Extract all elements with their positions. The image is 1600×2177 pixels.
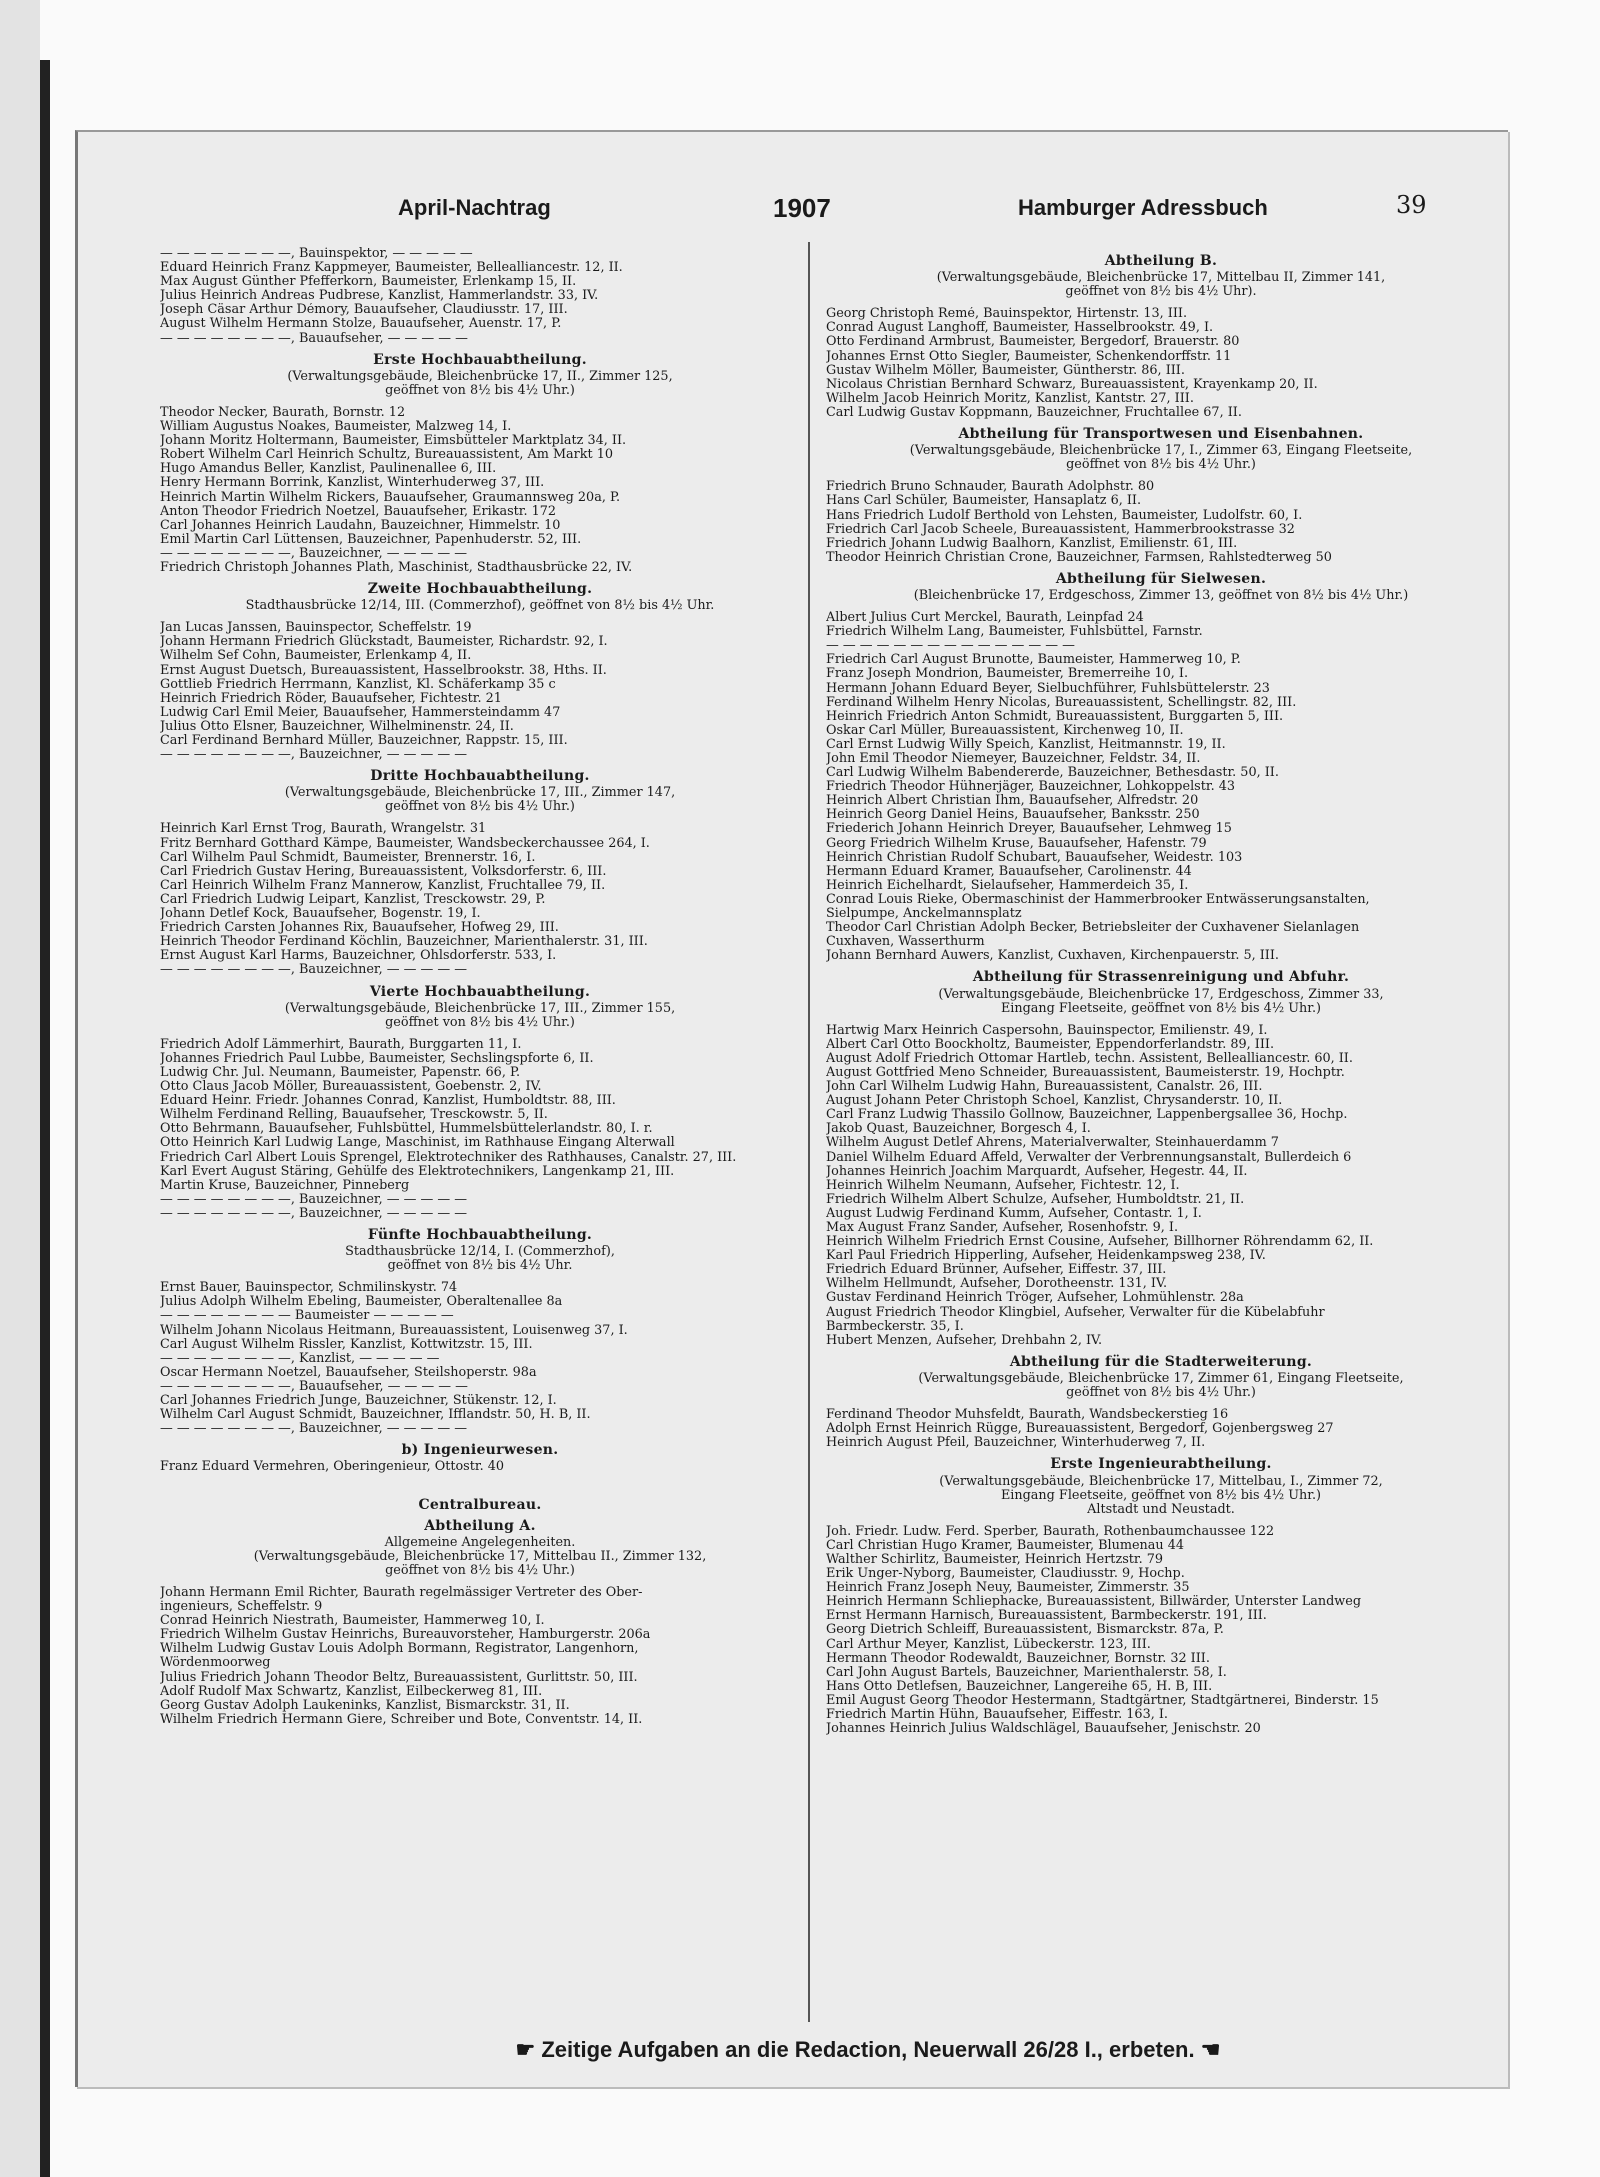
- directory-entry: Julius Otto Elsner, Bauzeichner, Wilhelminenstr. 24, II.: [160, 719, 514, 734]
- section-heading: Abtheilung für Transportwesen und Eisenbahnen.: [958, 426, 1364, 443]
- directory-entry: Otto Behrmann, Bauaufseher, Fuhlsbüttel, Hummelsbüttelerlandstr. 80, I. r.: [160, 1122, 653, 1137]
- directory-entry: Max August Franz Sander, Aufseher, Rosenhofstr. 9, I.: [826, 1221, 1179, 1235]
- directory-entry: — — — — — — — —, Bauzeichner, — — — — —: [160, 1206, 467, 1221]
- directory-entry: Friedrich Carsten Johannes Rix, Bauaufseher, Hofweg 29, III.: [160, 921, 559, 936]
- spacer: [160, 1475, 800, 1483]
- spacer: [826, 299, 1496, 307]
- directory-entry: John Emil Theodor Niemeyer, Bauzeichner, Feldstr. 34, II.: [826, 752, 1201, 766]
- spacer: [826, 1517, 1496, 1525]
- directory-entry: Karl Evert August Stäring, Gehülfe des Elektrotechnikers, Langenkamp 21, III.: [160, 1164, 675, 1179]
- section-note: (Verwaltungsgebäude, Bleichenbrücke 17, Mittelbau II, Zimmer 141,: [936, 270, 1386, 286]
- directory-entry: Carl Ludwig Gustav Koppmann, Bauzeichner, Fruchtallee 67, II.: [826, 405, 1242, 420]
- directory-entry: Hermann Eduard Kramer, Bauaufseher, Carolinenstr. 44: [826, 864, 1192, 879]
- directory-entry: — — — — — — — —, Bauaufseher, — — — — —: [160, 331, 468, 346]
- directory-entry: Fritz Bernhard Gotthard Kämpe, Baumeister, Wandsbeckerchaussee 264, I.: [160, 836, 650, 851]
- directory-entry: Heinrich Wilhelm Friedrich Ernst Cousine, Aufseher, Billhorner Röhrendamm 62, II.: [826, 1235, 1374, 1250]
- spacer: [160, 398, 800, 406]
- section-heading: Zweite Hochbauabtheilung.: [367, 581, 593, 598]
- directory-entry: Adolph Ernst Heinrich Rügge, Bureauassistent, Bergedorf, Gojenbergsweg 27: [826, 1422, 1334, 1437]
- directory-entry: William Augustus Noakes, Baumeister, Malzweg 14, I.: [160, 420, 512, 435]
- directory-entry: Theodor Necker, Baurath, Bornstr. 12: [160, 405, 406, 420]
- section-note: (Verwaltungsgebäude, Bleichenbrücke 17, III., Zimmer 155,: [284, 1000, 676, 1016]
- directory-entry: Joh. Friedr. Ludw. Ferd. Sperber, Baurath, Rothenbaumchaussee 122: [826, 1524, 1275, 1539]
- directory-entry: Hermann Theodor Rodewaldt, Bauzeichner, Bornstr. 32 III.: [826, 1651, 1210, 1666]
- directory-entry: Wilhelm Carl August Schmidt, Bauzeichner, Ifflandstr. 50, H. B, II.: [160, 1408, 591, 1423]
- directory-entry: Albert Carl Otto Boockholtz, Baumeister, Eppendorferlandstr. 89, III.: [826, 1037, 1275, 1052]
- directory-entry: Walther Schirlitz, Baumeister, Heinrich Hertzstr. 79: [826, 1552, 1164, 1567]
- directory-entry: Wilhelm Ludwig Gustav Louis Adolph Bormann, Registrator, Langenhorn,: [160, 1642, 639, 1657]
- directory-entry: Sielpumpe, Anckelmannsplatz: [826, 907, 1022, 922]
- section-note: (Bleichenbrücke 17, Erdgeschoss, Zimmer 13, geöffnet von 8½ bis 4½ Uhr.): [913, 587, 1409, 603]
- directory-entry: Jan Lucas Janssen, Bauinspector, Scheffelstr. 19: [160, 621, 472, 636]
- directory-entry: Franz Joseph Mondrion, Baumeister, Bremerreihe 10, I.: [826, 667, 1189, 682]
- section-note: (Verwaltungsgebäude, Bleichenbrücke 17, III., Zimmer 147,: [284, 785, 676, 801]
- directory-entry: Friedrich Martin Hühn, Bauaufseher, Eiffestr. 163, I.: [826, 1708, 1168, 1722]
- directory-entry: Nicolaus Christian Bernhard Schwarz, Bureauassistent, Krayenkamp 20, II.: [826, 377, 1318, 392]
- directory-entry: Friedrich Christoph Johannes Plath, Maschinist, Stadthausbrücke 22, IV.: [160, 560, 633, 575]
- directory-entry: Ludwig Chr. Jul. Neumann, Baumeister, Papenstr. 66, P.: [160, 1065, 521, 1080]
- directory-entry: Georg Dietrich Schleiff, Bureauassistent, Bismarckstr. 87a, P.: [826, 1623, 1224, 1638]
- directory-entry: Gustav Ferdinand Heinrich Tröger, Aufseher, Lohmühlenstr. 28a: [826, 1291, 1244, 1306]
- directory-entry: Wördenmoorweg: [160, 1656, 271, 1671]
- page-header: [158, 187, 1498, 237]
- directory-entry: August Ludwig Ferdinand Kumm, Aufseher, Contastr. 1, I.: [826, 1206, 1202, 1221]
- directory-entry: Erik Unger-Nyborg, Baumeister, Claudiusstr. 9, Hochp.: [826, 1567, 1185, 1582]
- directory-entry: Ferdinand Wilhelm Henry Nicolas, Bureauassistent, Schellingstr. 82, III.: [826, 695, 1297, 710]
- directory-entry: — — — — — — — —, Bauzeichner, — — — — —: [160, 963, 467, 978]
- section-heading: Erste Hochbauabtheilung.: [373, 351, 587, 368]
- footer-notice: ☛ Zeitige Aufgaben an die Redaction, Neuerwall 26/28 I., erbeten. ☚: [515, 2037, 1221, 2062]
- header-year: 1907: [773, 193, 831, 223]
- directory-entry: Carl Friedrich Ludwig Leipart, Kanzlist, Tresckowstr. 29, P.: [160, 892, 546, 907]
- directory-entry: Friedrich Wilhelm Lang, Baumeister, Fuhlsbüttel, Farnstr.: [826, 625, 1203, 640]
- directory-entry: Carl Friedrich Gustav Hering, Bureauassistent, Volksdorferstr. 6, III.: [160, 864, 607, 879]
- spacer: [826, 472, 1496, 480]
- directory-entry: Carl John August Bartels, Bauzeichner, Marienthalerstr. 58, I.: [826, 1665, 1227, 1680]
- directory-entry: Hartwig Marx Heinrich Caspersohn, Bauinspector, Emilienstr. 49, I.: [826, 1023, 1268, 1038]
- directory-entry: Friedrich Bruno Schnauder, Baurath Adolphstr. 80: [826, 480, 1155, 495]
- section-heading: Vierte Hochbauabtheilung.: [369, 983, 591, 1000]
- directory-entry: Heinrich Georg Daniel Heins, Bauaufseher, Banksstr. 250: [826, 808, 1200, 823]
- directory-entry: Carl Wilhelm Paul Schmidt, Baumeister, Brennerstr. 16, I.: [160, 850, 536, 865]
- directory-entry: Cuxhaven, Wasserthurm: [826, 935, 985, 950]
- directory-entry: Oscar Hermann Noetzel, Bauaufseher, Steilshoperstr. 98a: [160, 1365, 537, 1380]
- section-note: geöffnet von 8½ bis 4½ Uhr.): [385, 799, 575, 815]
- directory-entry: Heinrich Christian Rudolf Schubart, Bauaufseher, Weidestr. 103: [826, 850, 1243, 865]
- directory-entry: Albert Julius Curt Merckel, Baurath, Leinpfad 24: [826, 611, 1144, 626]
- spacer: [160, 613, 800, 621]
- directory-entry: Johann Bernhard Auwers, Kanzlist, Cuxhaven, Kirchenpauerstr. 5, III.: [826, 949, 1279, 964]
- directory-entry: Friedrich Theodor Hühnerjäger, Bauzeichner, Lohkoppelstr. 43: [826, 780, 1236, 795]
- directory-entry: Georg Christoph Remé, Bauinspektor, Hirtenstr. 13, III.: [826, 307, 1188, 322]
- directory-entry: Henry Hermann Borrink, Kanzlist, Winterhuderweg 37, III.: [160, 476, 545, 491]
- directory-entry: Eduard Heinr. Friedr. Johannes Conrad, Kanzlist, Humboldtstr. 88, III.: [160, 1094, 616, 1109]
- directory-entry: Heinrich Franz Joseph Neuy, Baumeister, Zimmerstr. 35: [826, 1581, 1190, 1596]
- section-note: Altstadt und Neustadt.: [1087, 1501, 1235, 1517]
- section-heading: Fünfte Hochbauabtheilung.: [367, 1227, 593, 1243]
- directory-entry: Franz Eduard Vermehren, Oberingenieur, Ottostr. 40: [160, 1460, 505, 1475]
- book-binding: [0, 0, 40, 2177]
- directory-entry: — — — — — — — —, Bauinspektor, — — — — —: [160, 247, 473, 261]
- directory-entry: Hans Otto Detlefsen, Bauzeichner, Langereihe 65, H. B, III.: [826, 1679, 1213, 1694]
- directory-entry: August Johann Peter Christoph Schoel, Kanzlist, Chrysanderstr. 10, II.: [826, 1094, 1283, 1109]
- directory-entry: Heinrich Friedrich Anton Schmidt, Bureauassistent, Burggarten 5, III.: [826, 709, 1284, 724]
- directory-entry: Martin Kruse, Bauzeichner, Pinneberg: [160, 1178, 410, 1193]
- directory-entry: Conrad Louis Rieke, Obermaschinist der Hammerbrooker Entwässerungsanstalten,: [826, 892, 1370, 907]
- directory-entry: Conrad Heinrich Niestrath, Baumeister, Hammerweg 10, I.: [160, 1614, 545, 1629]
- directory-entry: Julius Adolph Wilhelm Ebeling, Baumeister, Oberaltenallee 8a: [160, 1295, 563, 1310]
- directory-entry: Ludwig Carl Emil Meier, Bauaufseher, Hammersteindamm 47: [160, 705, 561, 720]
- section-heading: Abtheilung für Strassenreinigung und Abfuhr.: [972, 969, 1350, 986]
- directory-entry: — — — — — — — —, Bauzeichner, — — — — —: [160, 1422, 467, 1437]
- section-heading: Abtheilung B.: [1104, 253, 1218, 269]
- directory-entry: Oskar Carl Müller, Bureauassistent, Kirchenweg 10, II.: [826, 723, 1184, 738]
- directory-entry: Johannes Ernst Otto Siegler, Baumeister, Schenkendorffstr. 11: [826, 349, 1232, 364]
- spacer: [826, 603, 1496, 611]
- directory-entry: August Wilhelm Hermann Stolze, Bauaufseher, Auenstr. 17, P.: [160, 317, 562, 332]
- directory-entry: Johann Moritz Holtermann, Baumeister, Eimsbütteler Marktplatz 34, II.: [160, 434, 627, 449]
- section-note: Allgemeine Angelegenheiten.: [384, 1534, 576, 1550]
- directory-entry: John Carl Wilhelm Ludwig Hahn, Bureauassistent, Canalstr. 26, III.: [826, 1080, 1263, 1095]
- section-note: Stadthausbrücke 12/14, I. (Commerzhof),: [345, 1244, 615, 1260]
- directory-entry: ingenieurs, Scheffelstr. 9: [160, 1600, 323, 1615]
- directory-entry: Emil August Georg Theodor Hestermann, Stadtgärtner, Stadtgärtnerei, Binderstr. 15: [826, 1693, 1379, 1708]
- spacer: [160, 1273, 800, 1281]
- directory-entry: Julius Heinrich Andreas Pudbrese, Kanzlist, Hammerlandstr. 33, IV.: [160, 289, 599, 304]
- spacer: [160, 1030, 800, 1038]
- directory-entry: Carl Ernst Ludwig Willy Speich, Kanzlist, Heitmannstr. 19, II.: [826, 737, 1226, 752]
- directory-entry: Conrad August Langhoff, Baumeister, Hasselbrookstr. 49, I.: [826, 321, 1214, 336]
- directory-entry: Max August Günther Pfefferkorn, Baumeister, Erlenkamp 15, II.: [160, 275, 577, 290]
- right-column: [826, 247, 1496, 1736]
- spacer: [160, 814, 800, 822]
- directory-entry: Johannes Heinrich Joachim Marquardt, Aufseher, Hegestr. 44, II.: [826, 1164, 1248, 1179]
- directory-entry: Johannes Friedrich Paul Lubbe, Baumeister, Sechslingspforte 6, II.: [160, 1051, 594, 1066]
- section-note: (Verwaltungsgebäude, Bleichenbrücke 17, Mittelbau, I., Zimmer 72,: [939, 1473, 1383, 1489]
- directory-entry: Hans Friedrich Ludolf Berthold von Lehsten, Baumeister, Ludolfstr. 60, I.: [826, 508, 1303, 523]
- directory-entry: Heinrich Eichelhardt, Sielaufseher, Hammerdeich 35, I.: [826, 878, 1189, 893]
- section-note: geöffnet von 8½ bis 4½ Uhr).: [1065, 284, 1257, 300]
- directory-entry: Georg Friedrich Wilhelm Kruse, Bauaufseher, Hafenstr. 79: [826, 836, 1207, 851]
- directory-entry: Carl Arthur Meyer, Kanzlist, Lübeckerstr. 123, III.: [826, 1637, 1151, 1652]
- directory-entry: Friedrich Wilhelm Albert Schulze, Aufseher, Humboldtstr. 21, II.: [826, 1192, 1245, 1207]
- directory-entry: Theodor Carl Christian Adolph Becker, Betriebsleiter der Cuxhavener Sielanlagen: [826, 921, 1360, 936]
- section-note: Stadthausbrücke 12/14, III. (Commerzhof), geöffnet von 8½ bis 4½ Uhr.: [245, 598, 715, 614]
- directory-entry: Friedrich Wilhelm Gustav Heinrichs, Bureauvorsteher, Hamburgerstr. 206a: [160, 1628, 651, 1643]
- directory-entry: Daniel Wilhelm Eduard Affeld, Verwalter der Verbrennungsanstalt, Bullerdeich 6: [826, 1150, 1352, 1165]
- directory-entry: Theodor Heinrich Christian Crone, Bauzeichner, Farmsen, Rahlstedterweg 50: [826, 550, 1332, 565]
- directory-entry: Hugo Amandus Beller, Kanzlist, Paulinenallee 6, III.: [160, 462, 497, 477]
- directory-entry: Julius Friedrich Johann Theodor Beltz, Bureauassistent, Gurlittstr. 50, III.: [160, 1670, 638, 1685]
- directory-entry: Wilhelm Ferdinand Relling, Bauaufseher, Tresckowstr. 5, II.: [160, 1108, 548, 1123]
- spacer: [826, 1016, 1496, 1024]
- directory-entry: August Adolf Friedrich Ottomar Hartleb, techn. Assistent, Bellealliancestr. 60, II.: [826, 1051, 1353, 1066]
- directory-entry: Ernst Hermann Harnisch, Bureauassistent, Barmbeckerstr. 191, III.: [826, 1609, 1267, 1624]
- directory-entry: Carl Heinrich Wilhelm Franz Mannerow, Kanzlist, Fruchtallee 79, II.: [160, 878, 606, 893]
- spacer: [160, 1578, 800, 1586]
- directory-entry: Adolf Rudolf Max Schwartz, Kanzlist, Eilbeckerweg 81, III.: [160, 1684, 543, 1699]
- directory-entry: August Friedrich Theodor Klingbiel, Aufseher, Verwalter für die Kübelabfuhr: [826, 1305, 1325, 1320]
- directory-entry: Carl Franz Ludwig Thassilo Gollnow, Bauzeichner, Lappenbergsallee 36, Hochp.: [826, 1108, 1348, 1123]
- section-note: geöffnet von 8½ bis 4½ Uhr.: [387, 1258, 573, 1274]
- section-note: geöffnet von 8½ bis 4½ Uhr.): [1066, 457, 1256, 473]
- section-heading: Abtheilung A.: [424, 1517, 536, 1534]
- directory-entry: Wilhelm Sef Cohn, Baumeister, Erlenkamp 4, II.: [160, 649, 472, 664]
- header-section-label: April-Nachtrag: [398, 195, 551, 220]
- directory-entry: — — — — — — — —, Bauaufseher, — — — — —: [160, 1379, 468, 1394]
- directory-entry: Karl Paul Friedrich Hipperling, Aufseher, Heidenkampsweg 238, IV.: [826, 1249, 1266, 1264]
- section-note: (Verwaltungsgebäude, Bleichenbrücke 17, I., Zimmer 63, Eingang Fleetseite,: [909, 443, 1413, 459]
- directory-entry: Heinrich August Pfeil, Bauzeichner, Winterhuderweg 7, II.: [826, 1436, 1206, 1451]
- document-page: [75, 130, 1508, 2087]
- section-note: Eingang Fleetseite, geöffnet von 8½ bis 4½ Uhr.): [1000, 1487, 1322, 1503]
- directory-entry: Friedrich Carl August Brunotte, Baumeister, Hammerweg 10, P.: [826, 653, 1241, 668]
- directory-entry: — — — — — — — — — — — — — — —: [826, 639, 1075, 654]
- directory-entry: Robert Wilhelm Carl Heinrich Schultz, Bureauassistent, Am Markt 10: [160, 448, 614, 463]
- section-note: (Verwaltungsgebäude, Bleichenbrücke 17, Zimmer 61, Eingang Fleetseite,: [918, 1370, 1404, 1386]
- directory-entry: — — — — — — — —, Kanzlist, — — — — —: [160, 1351, 440, 1366]
- directory-entry: Friedrich Johann Ludwig Baalhorn, Kanzlist, Emilienstr. 61, III.: [826, 536, 1238, 551]
- directory-entry: Anton Theodor Friedrich Noetzel, Bauaufseher, Erikastr. 172: [160, 504, 557, 519]
- directory-entry: Joseph Cäsar Arthur Démory, Bauaufseher, Claudiusstr. 17, III.: [160, 303, 568, 318]
- directory-entry: Heinrich Albert Christian Ihm, Bauaufseher, Alfredstr. 20: [826, 794, 1199, 809]
- section-heading: Centralbureau.: [418, 1496, 542, 1513]
- directory-entry: Gottlieb Friedrich Herrmann, Kanzlist, Kl. Schäferkamp 35 c: [160, 677, 556, 692]
- directory-entry: Friedrich Adolf Lämmerhirt, Baurath, Burggarten 11, I.: [160, 1037, 522, 1052]
- directory-entry: Hubert Menzen, Aufseher, Drehbahn 2, IV.: [826, 1333, 1103, 1348]
- section-note: (Verwaltungsgebäude, Bleichenbrücke 17, II., Zimmer 125,: [287, 368, 673, 384]
- directory-entry: — — — — — — — —, Bauzeichner, — — — — —: [160, 546, 467, 561]
- directory-entry: Carl Christian Hugo Kramer, Baumeister, Blumenau 44: [826, 1538, 1185, 1553]
- section-note: geöffnet von 8½ bis 4½ Uhr.): [385, 1014, 575, 1030]
- directory-entry: Wilhelm Hellmundt, Aufseher, Dorotheenstr. 131, IV.: [826, 1277, 1168, 1292]
- section-note: (Verwaltungsgebäude, Bleichenbrücke 17, Mittelbau II., Zimmer 132,: [253, 1548, 707, 1564]
- directory-entry: Barmbeckerstr. 35, I.: [826, 1319, 964, 1334]
- directory-entry: — — — — — — — — Baumeister — — — — —: [160, 1309, 454, 1324]
- directory-entry: Wilhelm August Detlef Ahrens, Materialverwalter, Steinhauerdamm 7: [826, 1136, 1279, 1151]
- binding-shadow: [40, 60, 50, 2177]
- directory-entry: August Gottfried Meno Schneider, Bureauassistent, Baumeisterstr. 19, Hochptr.: [826, 1065, 1345, 1080]
- directory-entry: Jakob Quast, Bauzeichner, Borgesch 4, I.: [826, 1122, 1091, 1137]
- directory-entry: — — — — — — — —, Bauzeichner, — — — — —: [160, 1192, 467, 1207]
- page-number: 39: [1396, 191, 1427, 219]
- directory-entry: Wilhelm Friedrich Hermann Giere, Schreiber und Bote, Conventstr. 14, II.: [160, 1712, 643, 1727]
- section-note: geöffnet von 8½ bis 4½ Uhr.): [1066, 1385, 1256, 1401]
- directory-entry: Carl Johannes Friedrich Junge, Bauzeichner, Stükenstr. 12, I.: [160, 1394, 557, 1409]
- directory-entry: Gustav Wilhelm Möller, Baumeister, Güntherstr. 86, III.: [826, 363, 1185, 378]
- directory-entry: Hermann Johann Eduard Beyer, Sielbuchführer, Fuhlsbüttelerstr. 23: [826, 681, 1270, 696]
- directory-entry: Otto Heinrich Karl Ludwig Lange, Maschinist, im Rathhause Eingang Alterwall: [160, 1136, 675, 1151]
- directory-entry: Johannes Heinrich Julius Waldschlägel, Bauaufseher, Jenischstr. 20: [826, 1722, 1261, 1737]
- directory-entry: Friedrich Eduard Brünner, Aufseher, Eiffestr. 37, III.: [826, 1263, 1167, 1278]
- directory-entry: Friederich Johann Heinrich Dreyer, Bauaufseher, Lehmweg 15: [826, 822, 1232, 837]
- directory-entry: Wilhelm Jacob Heinrich Moritz, Kanzlist, Kantstr. 27, III.: [826, 391, 1194, 406]
- left-column: [160, 247, 800, 1727]
- directory-entry: Ernst August Duetsch, Bureauassistent, Hasselbrookstr. 38, Hths. II.: [160, 663, 607, 678]
- directory-entry: Heinrich Hermann Schliephacke, Bureauassistent, Billwärder, Unterster Landweg: [826, 1595, 1362, 1610]
- directory-entry: Hans Carl Schüler, Baumeister, Hansaplatz 6, II.: [826, 494, 1142, 509]
- directory-entry: Friedrich Carl Jacob Scheele, Bureauassistent, Hammerbrookstrasse 32: [826, 522, 1295, 537]
- section-note: (Verwaltungsgebäude, Bleichenbrücke 17, Erdgeschoss, Zimmer 33,: [938, 986, 1384, 1002]
- directory-entry: Heinrich Wilhelm Neumann, Aufseher, Fichtestr. 12, I.: [826, 1178, 1180, 1193]
- directory-entry: Johann Hermann Emil Richter, Baurath regelmässiger Vertreter des Ober-: [160, 1585, 643, 1600]
- directory-entry: Carl Ludwig Wilhelm Babendererde, Bauzeichner, Bethesdastr. 50, II.: [826, 766, 1279, 781]
- section-heading: Erste Ingenieurabtheilung.: [1050, 1456, 1272, 1473]
- directory-entry: Ferdinand Theodor Muhsfeldt, Baurath, Wandsbeckerstieg 16: [826, 1408, 1229, 1423]
- directory-entry: Emil Martin Carl Lüttensen, Bauzeichner, Papenhuderstr. 52, III.: [160, 532, 582, 547]
- directory-entry: Friedrich Carl Albert Louis Sprengel, Elektrotechniker des Rathhauses, Canalstr. 27, III.: [160, 1150, 737, 1165]
- directory-entry: Heinrich Karl Ernst Trog, Baurath, Wrangelstr. 31: [160, 822, 487, 837]
- column-divider: [808, 242, 810, 2022]
- directory-entry: Otto Claus Jacob Möller, Bureauassistent, Goebenstr. 2, IV.: [160, 1080, 542, 1095]
- directory-entry: Carl Johannes Heinrich Laudahn, Bauzeichner, Himmelstr. 10: [160, 518, 561, 533]
- section-heading: Abtheilung für Sielwesen.: [1055, 570, 1267, 587]
- section-note: geöffnet von 8½ bis 4½ Uhr.): [385, 382, 575, 398]
- directory-entry: Heinrich Theodor Ferdinand Köchlin, Bauzeichner, Marienthalerstr. 31, III.: [160, 935, 648, 950]
- page-content: [158, 187, 1498, 2067]
- directory-entry: Eduard Heinrich Franz Kappmeyer, Baumeister, Bellealliancestr. 12, II.: [160, 261, 623, 276]
- section-heading: b) Ingenieurwesen.: [401, 1442, 559, 1459]
- directory-entry: Carl Ferdinand Bernhard Müller, Bauzeichner, Rappstr. 15, III.: [160, 734, 568, 748]
- directory-entry: Ernst August Karl Harms, Bauzeichner, Ohlsdorferstr. 533, I.: [160, 949, 557, 964]
- directory-entry: Carl August Wilhelm Rissler, Kanzlist, Kottwitzstr. 15, III.: [160, 1337, 533, 1352]
- directory-entry: Ernst Bauer, Bauinspector, Schmilinskystr. 74: [160, 1281, 458, 1296]
- section-note: Eingang Fleetseite, geöffnet von 8½ bis 4½ Uhr.): [1000, 1000, 1322, 1016]
- spacer: [826, 1400, 1496, 1408]
- header-title: Hamburger Adressbuch: [1018, 195, 1268, 220]
- spacer: [160, 1483, 800, 1491]
- section-note: geöffnet von 8½ bis 4½ Uhr.): [385, 1562, 575, 1578]
- directory-entry: Wilhelm Johann Nicolaus Heitmann, Bureauassistent, Louisenweg 37, I.: [160, 1323, 628, 1338]
- directory-entry: Heinrich Friedrich Röder, Bauaufseher, Fichtestr. 21: [160, 691, 502, 706]
- directory-entry: Heinrich Martin Wilhelm Rickers, Bauaufseher, Graumannsweg 20a, P.: [160, 490, 621, 505]
- directory-entry: Georg Gustav Adolph Laukeninks, Kanzlist, Bismarckstr. 31, II.: [160, 1698, 570, 1713]
- section-heading: Abtheilung für die Stadterweiterung.: [1009, 1353, 1313, 1370]
- directory-entry: Johann Detlef Kock, Bauaufseher, Bogenstr. 19, I.: [160, 907, 481, 922]
- section-heading: Dritte Hochbauabtheilung.: [370, 768, 590, 785]
- directory-entry: Johann Hermann Friedrich Glückstadt, Baumeister, Richardstr. 92, I.: [160, 635, 608, 650]
- directory-entry: — — — — — — — —, Bauzeichner, — — — — —: [160, 748, 467, 763]
- directory-entry: Otto Ferdinand Armbrust, Baumeister, Bergedorf, Brauerstr. 80: [826, 335, 1240, 350]
